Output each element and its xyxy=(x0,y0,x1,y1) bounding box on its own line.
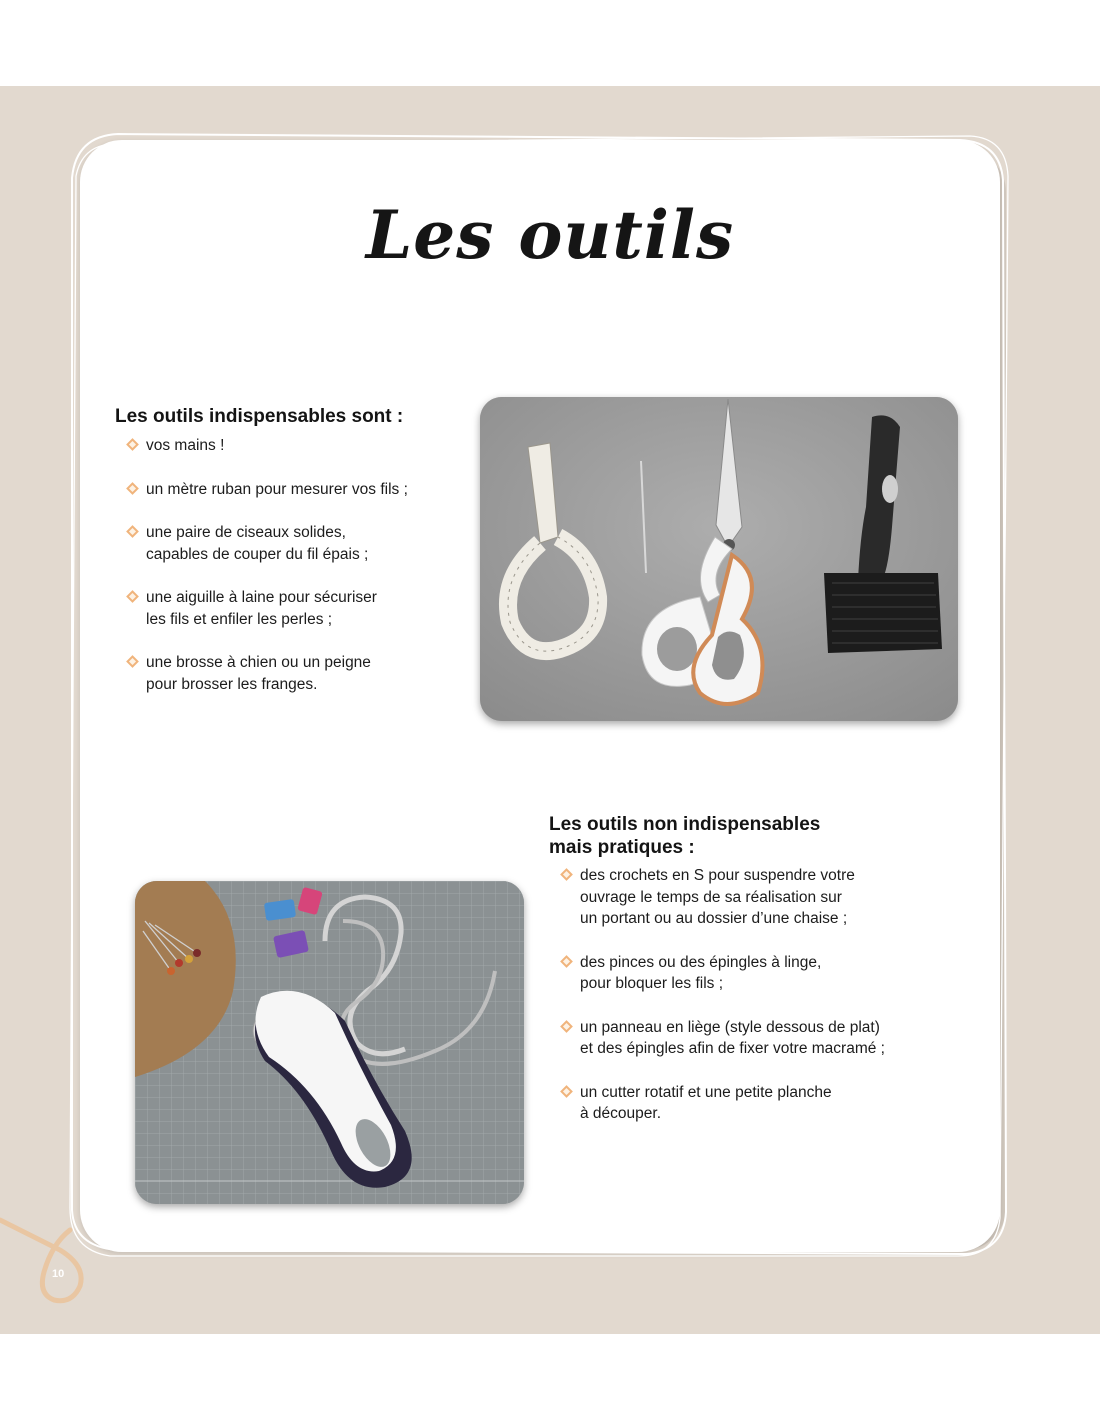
diamond-bullet-icon xyxy=(126,525,139,538)
list-item: une brosse à chien ou un peigne pour brosser les franges. xyxy=(115,652,465,695)
section1-list xyxy=(115,435,465,695)
tools-photo-essential xyxy=(480,397,958,721)
section1-heading: Les outils indispensables sont : xyxy=(115,406,404,427)
diamond-bullet-icon xyxy=(126,482,139,495)
diamond-bullet-icon xyxy=(126,590,139,603)
rope-loop-icon xyxy=(0,1200,110,1310)
list-item: un mètre ruban pour mesurer vos fils ; xyxy=(115,479,465,501)
diamond-bullet-icon xyxy=(560,955,573,968)
list-item: une aiguille à laine pour sécuriser les fils et enfiler les perles ; xyxy=(115,587,465,630)
list-item: un panneau en liège (style dessous de plat) et des épingles afin de fixer votre macramé ; xyxy=(549,1017,969,1060)
page-number: 10 xyxy=(52,1268,65,1280)
diamond-bullet-icon xyxy=(560,1085,573,1098)
tools-photo-optional xyxy=(135,881,524,1204)
diamond-bullet-icon xyxy=(560,1020,573,1033)
diamond-bullet-icon xyxy=(126,655,139,668)
diamond-bullet-icon xyxy=(560,868,573,881)
list-item: des crochets en S pour suspendre votre ouvrage le temps de sa réalisation sur un portant ou au dossier d’une chaise ; xyxy=(549,865,969,930)
list-item: des pinces ou des épingles à linge, pour bloquer les fils ; xyxy=(549,952,969,995)
list-item: une paire de ciseaux solides, capables de couper du fil épais ; xyxy=(115,522,465,565)
section2-list xyxy=(549,865,969,1125)
section2-heading-line2: mais pratiques : xyxy=(549,837,695,858)
section2-heading-line1: Les outils non indispensables xyxy=(549,814,821,835)
list-item: un cutter rotatif et une petite planche à découper. xyxy=(549,1082,969,1125)
list-item: vos mains ! xyxy=(115,435,465,457)
page-title: Les outils xyxy=(365,196,735,274)
diamond-bullet-icon xyxy=(126,438,139,451)
